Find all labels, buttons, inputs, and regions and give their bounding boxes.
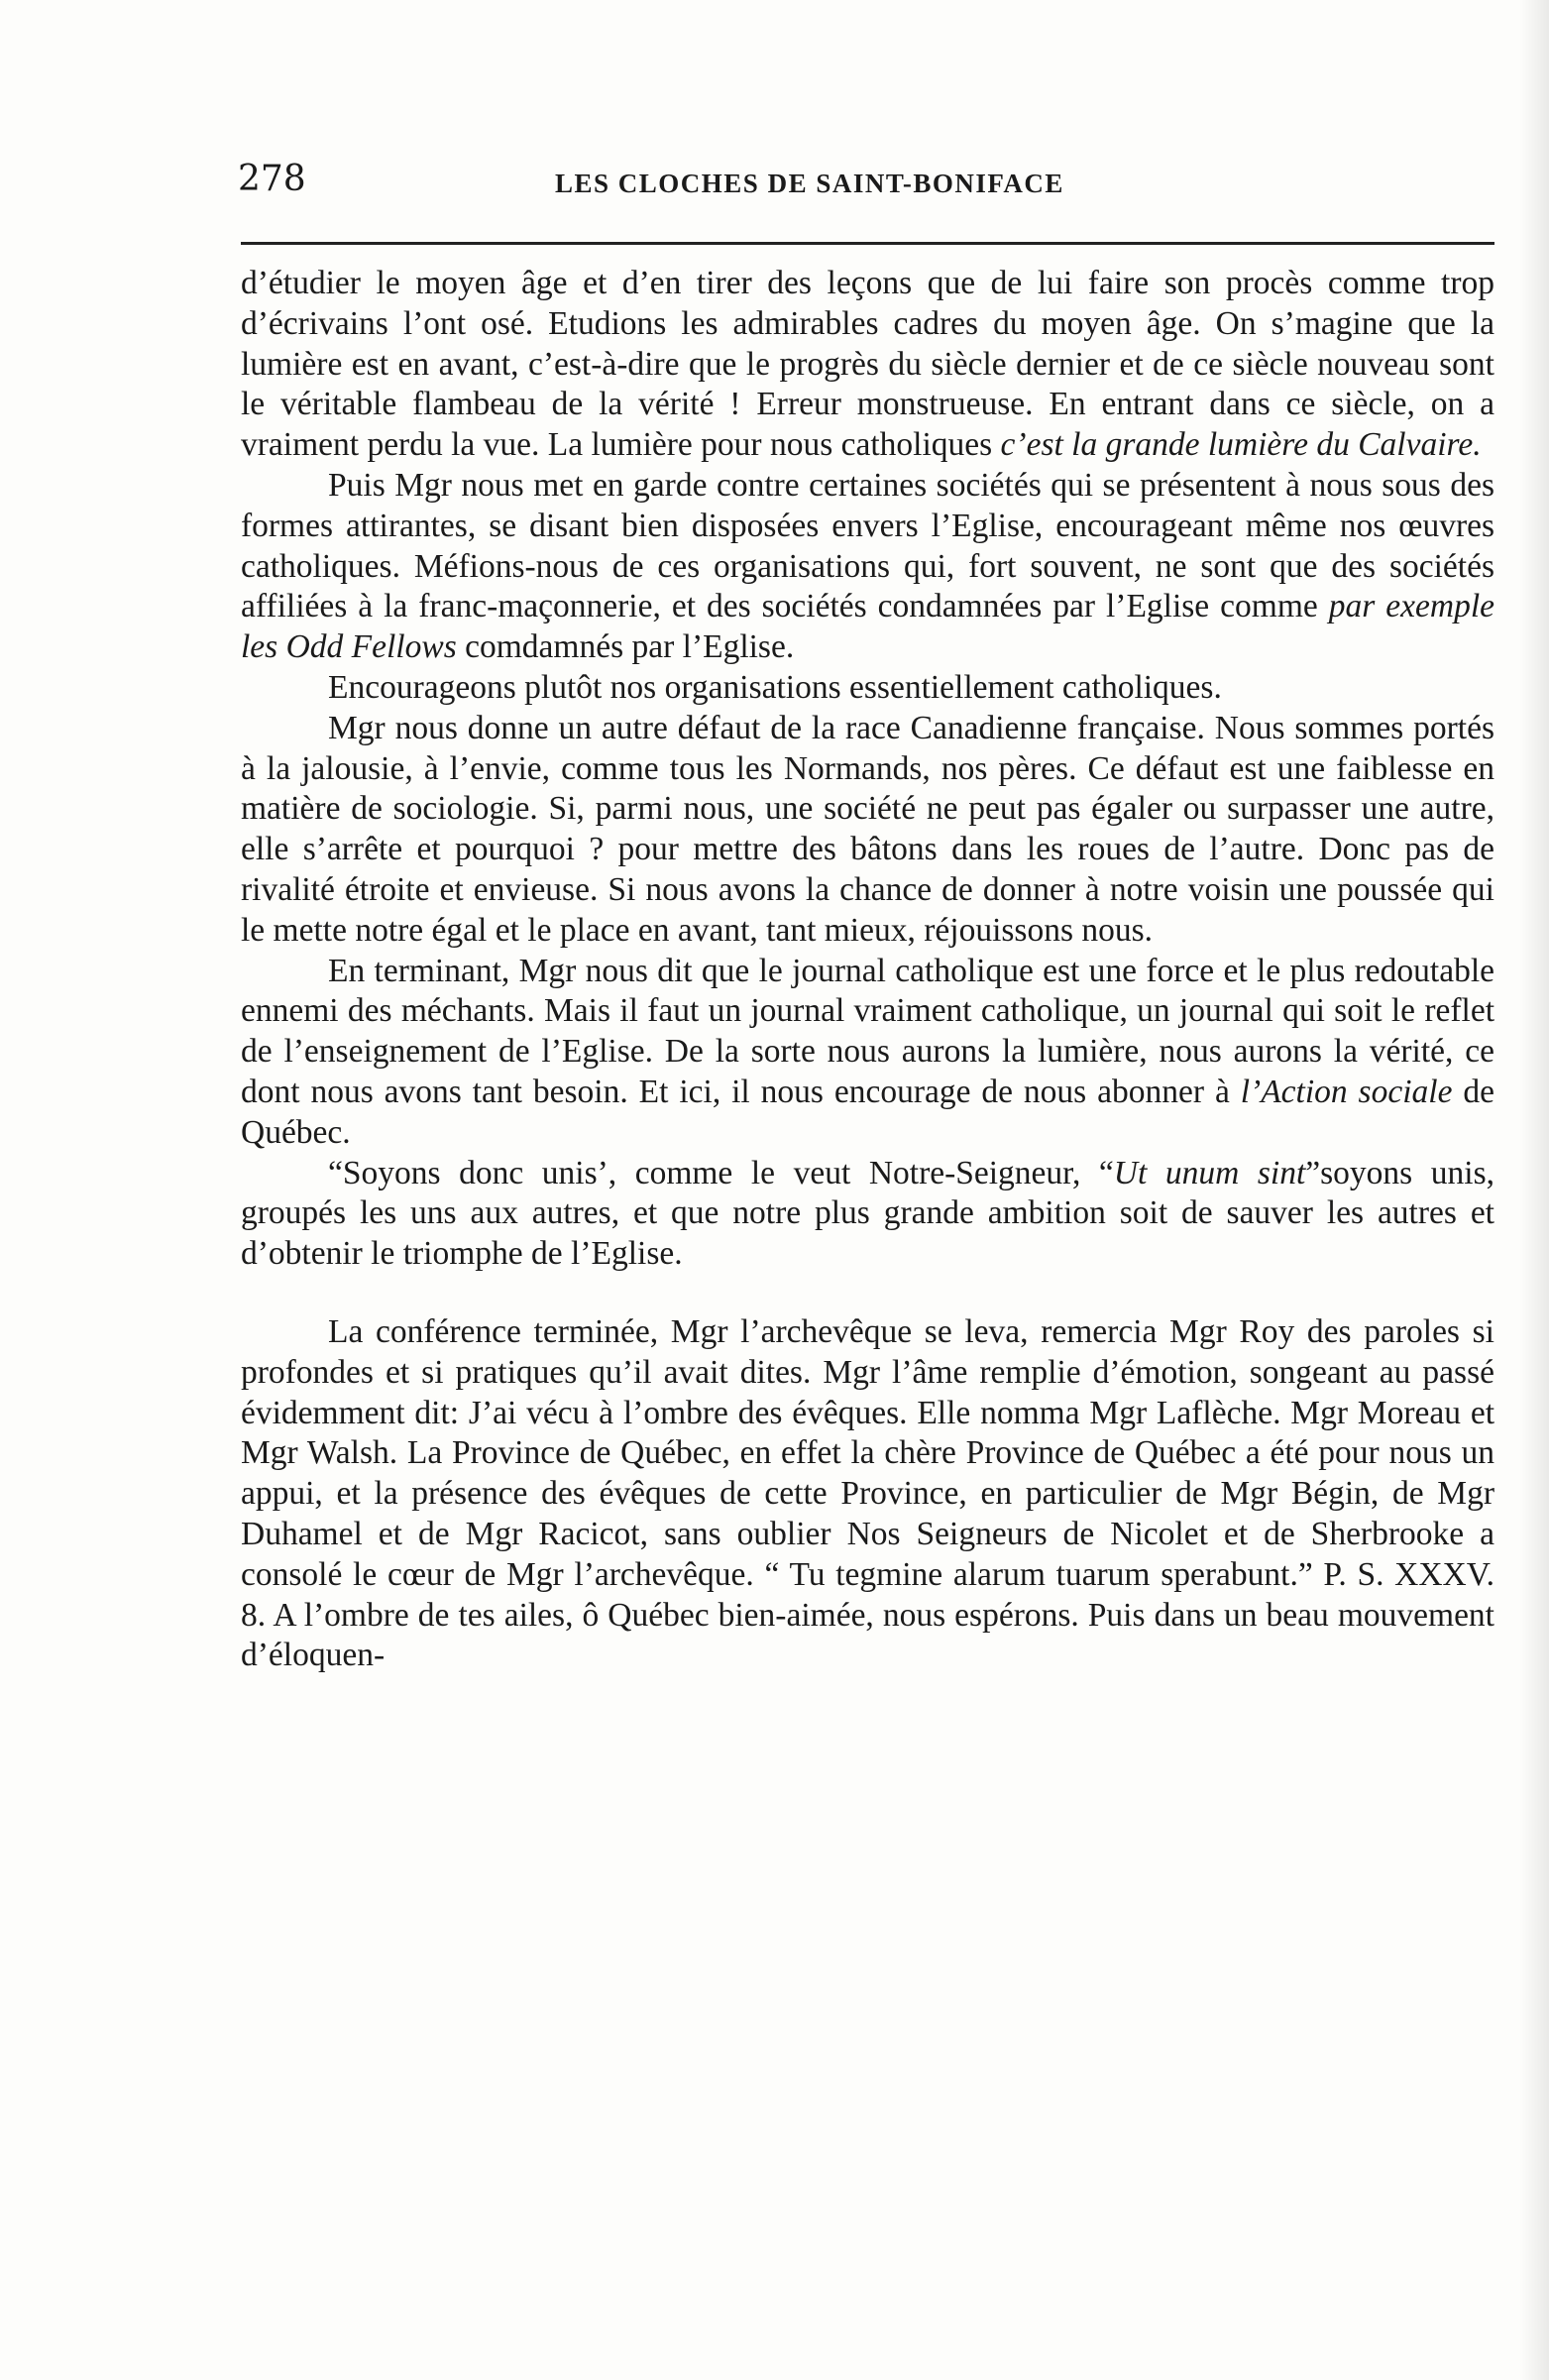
text-segment: de Québec. [241, 1073, 1494, 1151]
text-segment: ”soyons unis, groupés les uns aux autres, et que notre plus grande ambition soit de sauver les autres et d’obtenir le triomphe de l’Eglise. [241, 1154, 1494, 1273]
paragraph [241, 1312, 1494, 1676]
page-edge-shadow [1519, 0, 1549, 2380]
text-segment: d’étudier le moyen âge et d’en tirer des leçons que de lui faire son procès comme trop d’écrivains l’ont osé. Etudions les admirables cadres du moyen âge. On s’magine que la lumière est en avant, c’est-à-dire que le progrès du siècle dernier et de ce siècle nouveau sont le véritable flambeau de la vérité ! Erreur monstrueuse. En entrant dans ce siècle, on a vraiment perdu la vue. La lumière pour nous catholiques [241, 265, 1494, 464]
paragraph [241, 952, 1494, 1154]
text-segment: En terminant, Mgr nous dit que le journal catholique est une force et le plus redoutable ennemi des méchants. Mais il faut un journal vraiment catholique, un journal qui soit le reflet de l’enseignement de l’Eglise. De la sorte nous aurons la lumière, nous aurons la vérité, ce dont nous avons tant besoin. Et ici, il nous encourage de nous abonner à [241, 952, 1494, 1110]
text-segment: Mgr nous donne un autre défaut de la race Canadienne française. Nous sommes portés à la jalousie, à l’envie, comme tous les Normands, nos pères. Ce défaut est une faiblesse en matière de sociologie. Si, parmi nous, une société ne peut pas égaler ou surpasser une autre, elle s’arrête et pourquoi ? pour mettre des bâtons dans les roues de l’autre. Donc pas de rivalité étroite et envieuse. Si nous avons la chance de donner à notre voisin une poussée qui le mette notre égal et le place en avant, tant mieux, réjouissons nous. [241, 709, 1494, 949]
header-rule [241, 242, 1494, 245]
page-number: 278 [238, 159, 306, 199]
paragraph [241, 668, 1494, 709]
italic-segment: c’est la grande lumière du Calvaire. [1000, 426, 1482, 464]
text-segment: comdamnés par l’Eglise. [456, 628, 795, 666]
paragraph [241, 1154, 1494, 1275]
body-text [241, 264, 1494, 1676]
text-segment: Encourageons plutôt nos organisations essentiellement catholiques. [328, 668, 1222, 706]
text-segment: Puis Mgr nous met en garde contre certaines sociétés qui se présentent à nous sous des formes attirantes, se disant bien disposées envers l’Eglise, encourageant même nos œuvres catholiques. Méfions-nous de ces organisations qui, fort souvent, ne sont que des sociétés affiliées à la franc-maçonnerie, et des sociétés condamnées par l’Eglise comme [241, 466, 1494, 625]
text-segment: “Soyons donc unis’, comme le veut Notre-Seigneur, “ [328, 1154, 1114, 1191]
paragraph [241, 466, 1494, 668]
page-header [238, 159, 1496, 218]
text-segment: La conférence terminée, Mgr l’archevêque se leva, remercia Mgr Roy des paroles si profondes et si pratiques qu’il avait dites. Mgr l’âme remplie d’émotion, songeant au passé évidemment dit: J’ai vécu à l’ombre des évêques. Elle nomma Mgr Laflèche. Mgr Moreau et Mgr Walsh. La Province de Québec, en effet la chère Province de Québec a été pour nous un appui, et la présence des évêques de cette Province, en particulier de Mgr Bégin, de Mgr Duhamel et de Mgr Racicot, sans oublier Nos Seigneurs de Nicolet et de Sherbrooke a consolé le cœur de Mgr l’archevêque. “ Tu tegmine alarum tuarum sperabunt.” P. S. XXXV. 8. A l’ombre de tes ailes, ô Québec bien-aimée, nous espérons. Puis dans un beau mouvement d’éloquen- [241, 1312, 1494, 1674]
italic-segment: Ut unum sint [1113, 1154, 1306, 1191]
italic-segment: par exemple les Odd Fellows [241, 588, 1494, 666]
paragraph [241, 709, 1494, 952]
italic-segment: l’Action sociale [1240, 1073, 1453, 1110]
paragraph [241, 264, 1494, 466]
running-title: LES CLOCHES DE SAINT-BONIFACE [555, 169, 1064, 198]
